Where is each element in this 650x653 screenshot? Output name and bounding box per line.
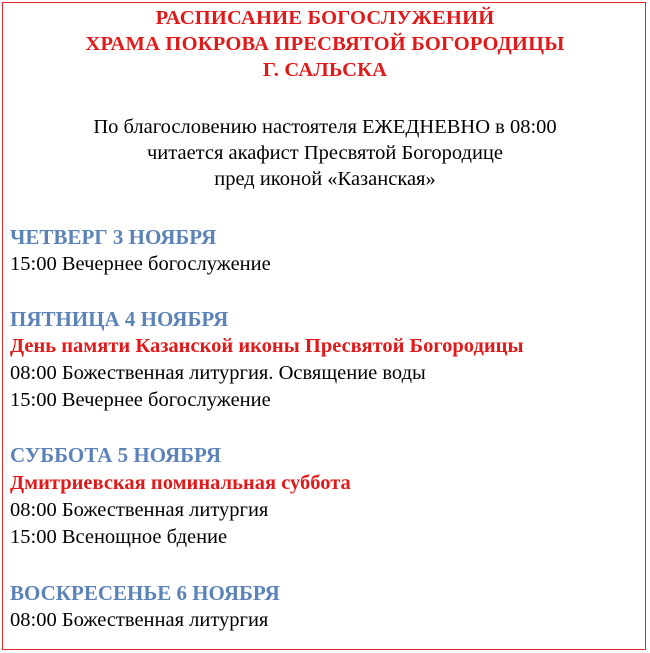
service-item: 08:00 Божественная литургия. Освящение воды	[10, 362, 426, 384]
intro-line-1: По благословению настоятеля ЕЖЕДНЕВНО в 08:00	[93, 116, 557, 138]
service-item: 08:00 Божественная литургия	[10, 609, 269, 631]
service-item: 15:00 Вечернее богослужение	[10, 389, 271, 411]
intro-line-2: читается акафист Пресвятой Богородице	[146, 142, 504, 164]
feast-title-saturday: Дмитриевская поминальная суббота	[10, 472, 351, 494]
day-heading-saturday: СУББОТА 5 НОЯБРЯ	[10, 443, 222, 467]
service-item: 15:00 Вечернее богослужение	[10, 253, 271, 275]
day-heading-friday: ПЯТНИЦА 4 НОЯБРЯ	[10, 307, 229, 331]
title-line-2: ХРАМА ПОКРОВА ПРЕСВЯТОЙ БОГОРОДИЦЫ	[85, 33, 565, 55]
day-heading-thursday: ЧЕТВЕРГ 3 НОЯБРЯ	[10, 225, 217, 249]
feast-title-friday: День памяти Казанской иконы Пресвятой Богородицы	[10, 335, 524, 357]
day-heading-sunday: ВОСКРЕСЕНЬЕ 6 НОЯБРЯ	[10, 581, 280, 605]
service-item: 15:00 Всенощное бдение	[10, 526, 228, 548]
title-line-3: Г. САЛЬСКА	[262, 59, 388, 81]
title-line-1: РАСПИСАНИЕ БОГОСЛУЖЕНИЙ	[155, 7, 495, 29]
intro-line-3: пред иконой «Казанская»	[214, 168, 436, 190]
service-item: 08:00 Божественная литургия	[10, 499, 269, 521]
